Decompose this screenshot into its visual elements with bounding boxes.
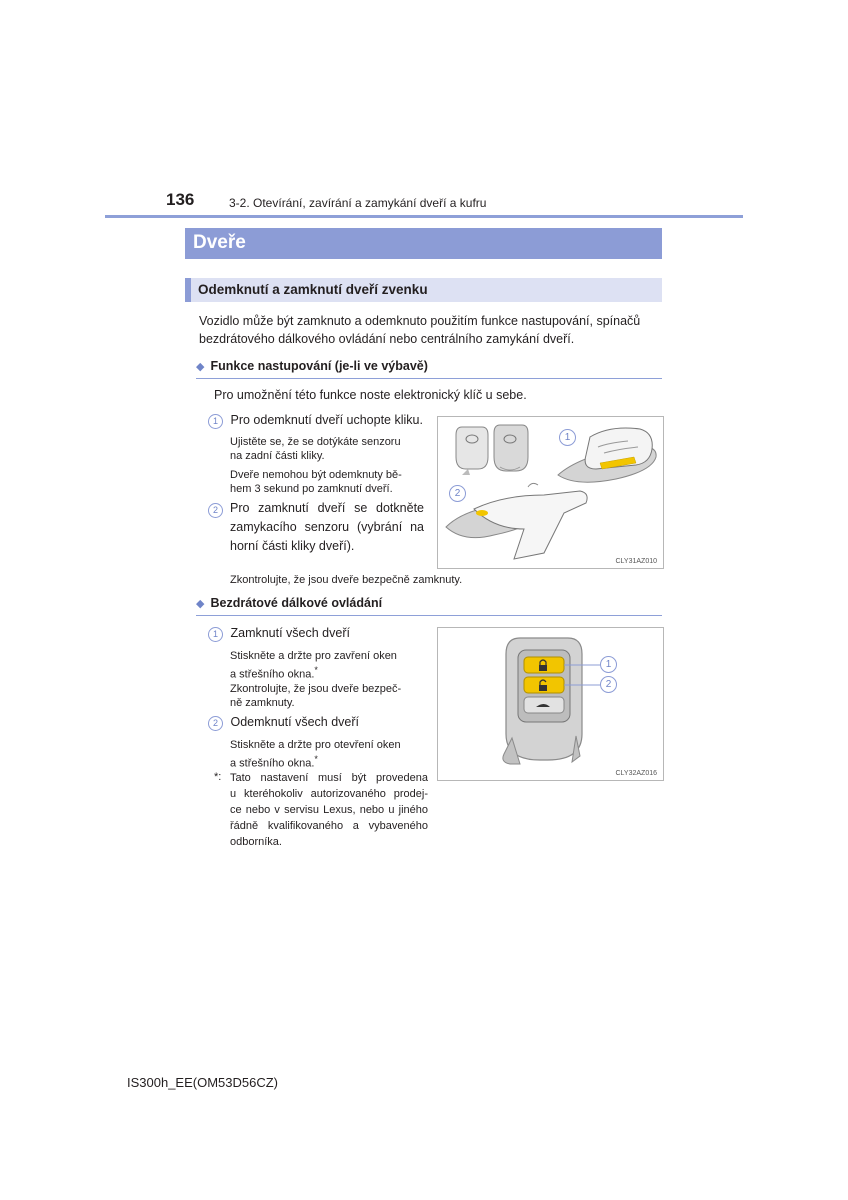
entry-check: Zkontrolujte, že jsou dveře bezpečně zamknuty. bbox=[230, 574, 463, 586]
remote-step1-note2 bbox=[230, 682, 425, 710]
remote-step2-note bbox=[230, 738, 425, 771]
entry-step1 bbox=[208, 411, 423, 429]
note-line: Stiskněte a držte pro zavření oken bbox=[230, 650, 397, 662]
step-number-icon: 2 bbox=[208, 716, 223, 731]
entry-step2-text bbox=[230, 499, 424, 556]
page-title-bar bbox=[185, 228, 662, 259]
callout-2-icon: 2 bbox=[600, 676, 617, 693]
remote-step2 bbox=[208, 713, 359, 731]
remote-figure bbox=[437, 627, 664, 781]
header-rule bbox=[105, 215, 743, 218]
remote-step2-label: Odemknutí všech dveří bbox=[230, 715, 360, 729]
smart-key-icon bbox=[456, 425, 528, 475]
remote-heading-rule bbox=[196, 615, 662, 616]
figure-code: CLY31AZ010 bbox=[615, 558, 657, 565]
subsection-bar bbox=[185, 278, 662, 302]
callout-1-icon: 1 bbox=[559, 429, 576, 446]
finger-touch-icon bbox=[446, 483, 587, 559]
footnote-mark: *: bbox=[214, 771, 222, 783]
footnote-line: Tato nastavení musí být provedena bbox=[230, 772, 428, 784]
step2-line: horní části kliky dveří). bbox=[230, 539, 355, 553]
intro-line: bezdrátového dálkového ovládání nebo centrálního zamykání dveří. bbox=[199, 332, 575, 346]
remote-heading-text: Bezdrátové dálkové ovládání bbox=[210, 596, 383, 610]
entry-heading-rule bbox=[196, 378, 662, 379]
step-number-icon: 1 bbox=[208, 627, 223, 642]
note-line-with-asterisk bbox=[230, 663, 425, 682]
diamond-bullet-icon: ◆ bbox=[196, 361, 205, 373]
door-handle-illustration bbox=[438, 417, 663, 568]
note-line: ně zamknuty. bbox=[230, 697, 295, 709]
note-line: hem 3 sekund po zamknutí dveří. bbox=[230, 483, 393, 495]
footnote-line: u kteréhokoliv autorizovaného prodej- bbox=[230, 788, 428, 800]
entry-heading-text: Funkce nastupování (je-li ve výbavě) bbox=[210, 359, 428, 373]
entry-step1-note2 bbox=[230, 468, 425, 496]
intro-line: Vozidlo může být zamknuto a odemknuto použitím funkce nastupování, spínačů bbox=[199, 314, 641, 328]
key-fob-icon bbox=[503, 638, 600, 764]
remote-step1 bbox=[208, 624, 350, 642]
footnote bbox=[230, 770, 428, 850]
footnote-line: řádně kvalifikovaného a vybaveného bbox=[230, 820, 428, 832]
step-number-icon: 2 bbox=[208, 503, 223, 518]
remote-step1-note1 bbox=[230, 649, 425, 682]
step-number-icon: 1 bbox=[208, 414, 223, 429]
page-title: Dveře bbox=[193, 232, 246, 253]
asterisk: * bbox=[314, 665, 318, 675]
note-line: Zkontrolujte, že jsou dveře bezpeč- bbox=[230, 683, 402, 695]
intro-paragraph bbox=[199, 312, 661, 348]
asterisk: * bbox=[314, 754, 318, 764]
entry-step1-note1 bbox=[230, 435, 425, 463]
step2-line: Pro zamknutí dveří se dotkněte bbox=[230, 501, 424, 515]
footer-model-code: IS300h_EE(OM53D56CZ) bbox=[127, 1075, 279, 1090]
entry-step1-label: Pro odemknutí dveří uchopte kliku. bbox=[230, 413, 423, 427]
entry-figure bbox=[437, 416, 664, 569]
footnote-line: odborníka. bbox=[230, 836, 282, 848]
remote-key-illustration bbox=[438, 628, 663, 780]
diamond-bullet-icon: ◆ bbox=[196, 598, 205, 610]
page-number: 136 bbox=[166, 190, 195, 209]
subsection-title: Odemknutí a zamknutí dveří zvenku bbox=[198, 282, 428, 297]
note-line: na zadní části kliky. bbox=[230, 450, 325, 462]
remote-heading bbox=[196, 596, 382, 610]
callout-2-icon: 2 bbox=[449, 485, 466, 502]
entry-intro: Pro umožnění této funkce noste elektronický klíč u sebe. bbox=[214, 388, 527, 402]
note-line: Ujistěte se, že se dotýkáte senzoru bbox=[230, 436, 401, 448]
note-text: a střešního okna. bbox=[230, 757, 315, 770]
callout-1-icon: 1 bbox=[600, 656, 617, 673]
entry-heading bbox=[196, 359, 428, 373]
footnote-line: ce nebo v servisu Lexus, nebo u jiného bbox=[230, 804, 428, 816]
note-text: a střešního okna. bbox=[230, 668, 315, 681]
note-line-with-asterisk bbox=[230, 752, 425, 771]
note-line: Dveře nemohou být odemknuty bě- bbox=[230, 469, 402, 481]
step2-line: zamykacího senzoru (vybrání na bbox=[230, 520, 424, 534]
section-path: 3-2. Otevírání, zavírání a zamykání dveří a kufru bbox=[229, 196, 487, 210]
remote-step1-label: Zamknutí všech dveří bbox=[230, 626, 350, 640]
note-line: Stiskněte a držte pro otevření oken bbox=[230, 739, 401, 751]
figure-code: CLY32AZ016 bbox=[615, 770, 657, 777]
